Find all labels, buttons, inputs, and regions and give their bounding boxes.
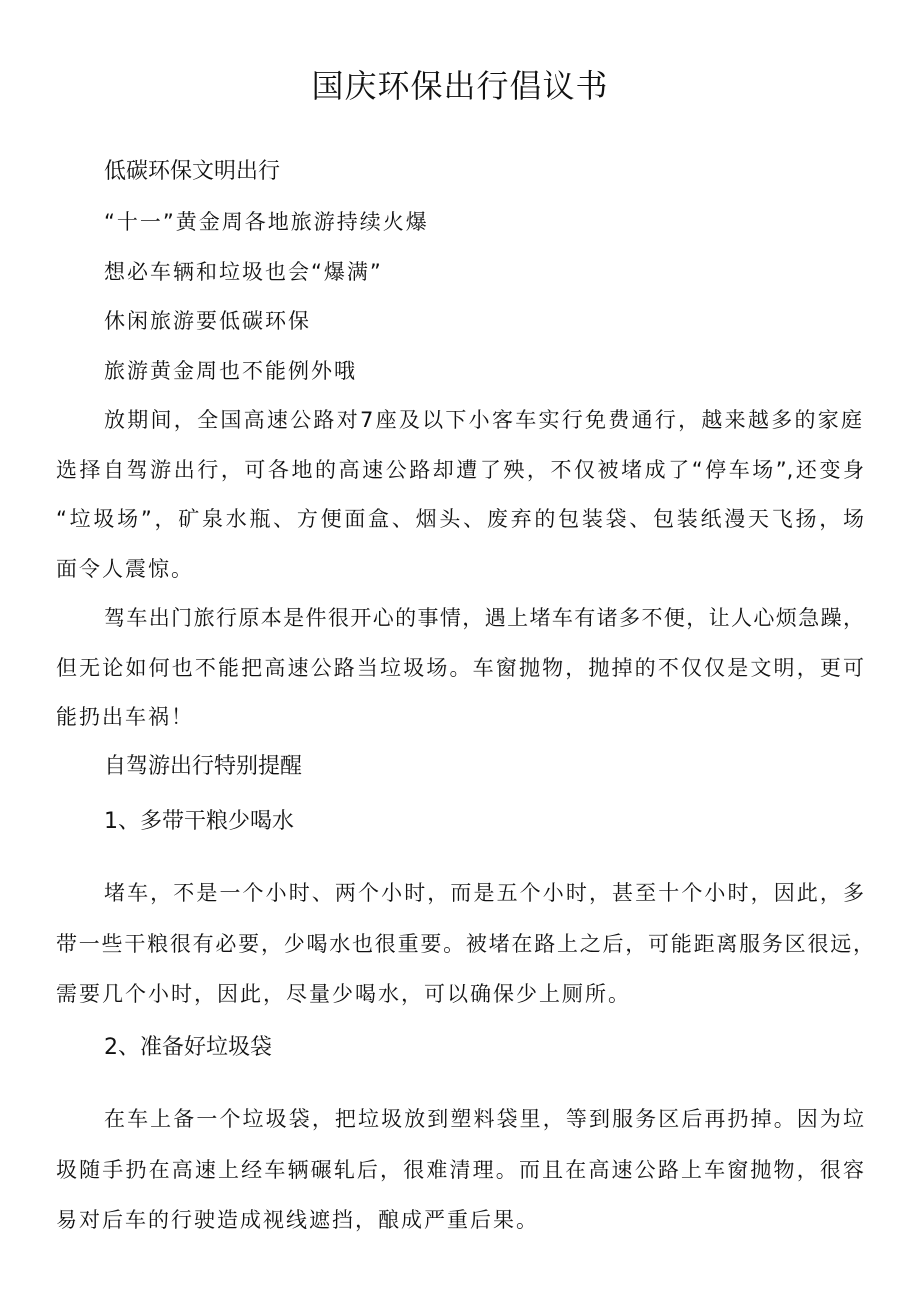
document-title: 国庆环保出行倡议书 xyxy=(311,67,609,105)
paragraph-line: 面令人震惊。 xyxy=(56,557,194,581)
intro-line: “十一”黄金周各地旅游持续火爆 xyxy=(104,210,429,234)
paragraph-line: “垃圾场”，矿泉水瓶、方便面盒、烟头、废弃的包装袋、包装纸漫天飞扬，场 xyxy=(56,507,864,531)
paragraph-line: 带一些干粮很有必要，少喝水也很重要。被堵在路上之后，可能距离服务区很远， xyxy=(56,932,874,956)
paragraph-line: 驾车出门旅行原本是件很开心的事情，遇上堵车有诸多不便，让人心烦急躁， xyxy=(104,606,864,630)
intro-line: 休闲旅游要低碳环保 xyxy=(104,309,311,333)
paragraph-line: 但无论如何也不能把高速公路当垃圾场。车窗抛物，抛掉的不仅仅是文明，更可 xyxy=(56,656,864,680)
paragraph-line: 易对后车的行驶造成视线遮挡，酿成严重后果。 xyxy=(56,1208,539,1232)
paragraph-line: 放期间，全国高速公路对7座及以下小客车实行免费通行，越来越多的家庭 xyxy=(104,408,864,432)
paragraph-line: 能扔出车祸！ xyxy=(56,705,194,729)
paragraph-line: 在车上备一个垃圾袋，把垃圾放到塑料袋里，等到服务区后再扔掉。因为垃 xyxy=(104,1107,864,1131)
section-heading-low-carbon: 低碳环保文明出行 xyxy=(104,159,281,184)
paragraph-line: 圾随手扔在高速上经车辆碾轧后，很难清理。而且在高速公路上车窗抛物，很容 xyxy=(56,1158,864,1182)
section-heading-reminders: 自驾游出行特别提醒 xyxy=(104,754,303,779)
intro-line: 想必车辆和垃圾也会“爆满” xyxy=(104,260,383,284)
tip-heading-trash-bag: 2、准备好垃圾袋 xyxy=(104,1035,272,1060)
tip-heading-food-water: 1、多带干粮少喝水 xyxy=(104,809,294,834)
paragraph-line: 堵车，不是一个小时、两个小时，而是五个小时，甚至十个小时，因此，多 xyxy=(104,881,864,905)
paragraph-line: 选择自驾游出行，可各地的高速公路却遭了殃，不仅被堵成了“停车场”,还变身 xyxy=(56,458,864,482)
paragraph-line: 需要几个小时，因此，尽量少喝水，可以确保少上厕所。 xyxy=(56,982,631,1006)
intro-line: 旅游黄金周也不能例外哦 xyxy=(104,359,357,383)
